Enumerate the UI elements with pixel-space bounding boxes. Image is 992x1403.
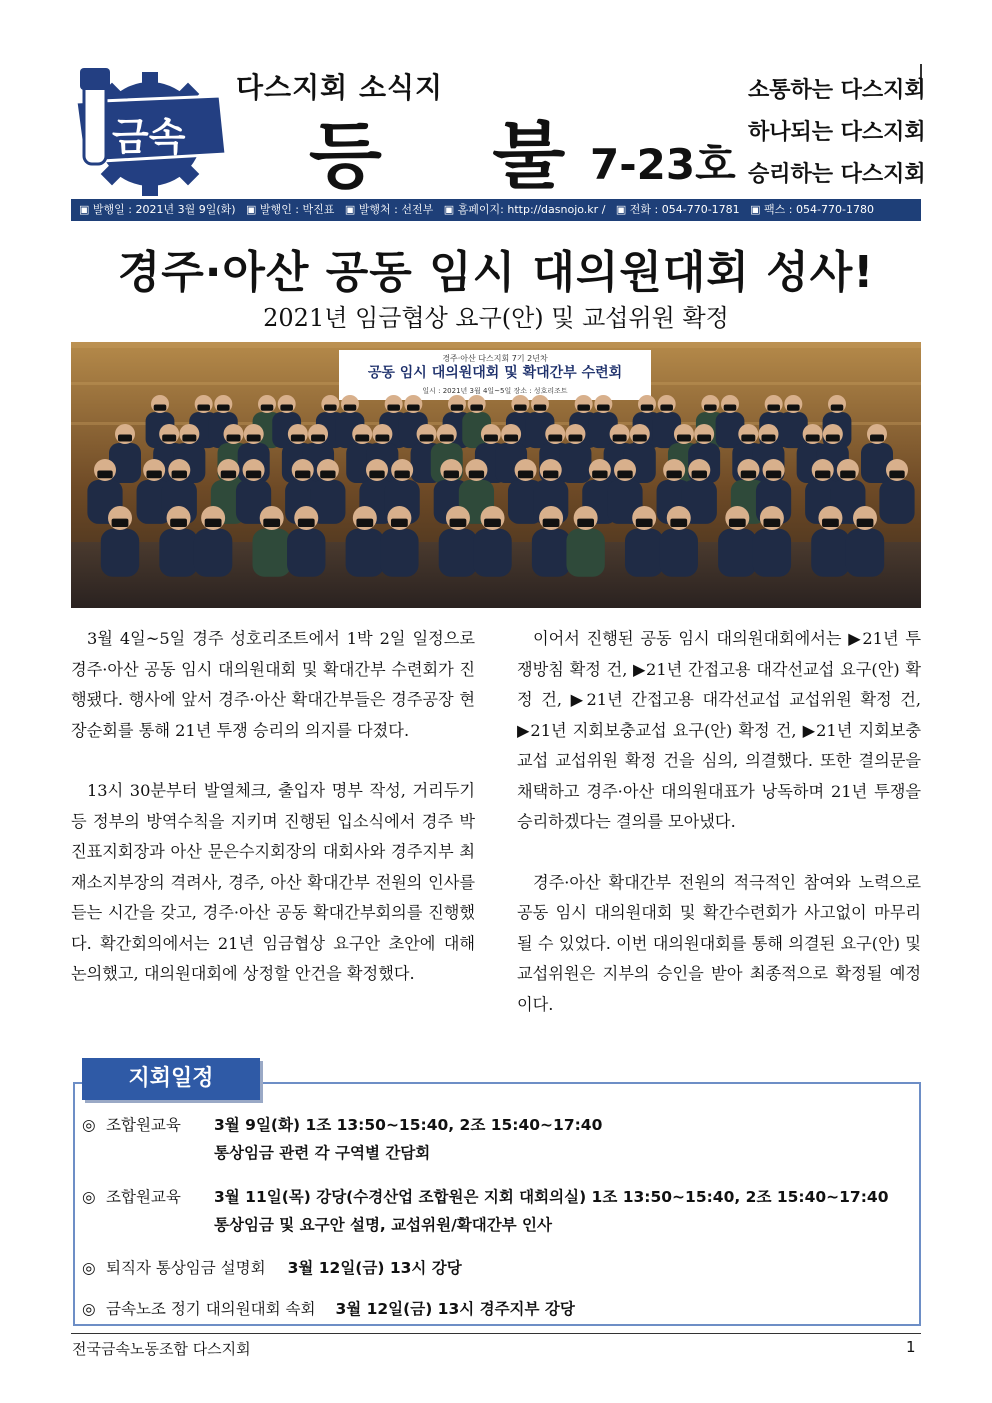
info-issuer: ▣ 발행처 : 선전부: [344, 203, 434, 216]
person-body: [779, 412, 808, 448]
schedule-label: 조합원교육: [106, 1116, 181, 1134]
person-mask: [320, 471, 335, 479]
person-mask: [469, 471, 484, 479]
person-mask: [355, 435, 369, 442]
person-mask: [170, 519, 187, 527]
person-body: [439, 529, 477, 577]
person-body: [532, 529, 570, 577]
person-mask: [636, 519, 653, 527]
person-mask: [118, 435, 132, 442]
schedule-item: [82, 1185, 888, 1207]
photo-banner-line1: 경주·아산 다스지회 7기 2년차: [442, 354, 548, 363]
person-mask: [311, 435, 325, 442]
bullet-icon: ◎: [82, 1116, 96, 1134]
bullet-icon: ◎: [82, 1300, 96, 1318]
person-mask: [633, 435, 647, 442]
footer-divider: [71, 1333, 921, 1334]
schedule-title: 지회일정: [82, 1058, 260, 1100]
person-mask: [729, 519, 746, 527]
bullet-icon: ◎: [82, 1188, 96, 1206]
person-mask: [577, 519, 594, 527]
person-mask: [444, 471, 459, 479]
newsletter-org-title: 다스지회 소식지: [236, 71, 444, 104]
page-number: 1: [906, 1338, 916, 1356]
person-mask: [617, 471, 632, 479]
person-mask: [227, 435, 241, 442]
person-mask: [217, 404, 230, 410]
person-body: [753, 529, 791, 577]
person-mask: [697, 435, 711, 442]
schedule-label: 퇴직자 통상임금 설명회: [106, 1259, 266, 1277]
schedule-sub: [214, 1213, 552, 1235]
person-mask: [543, 471, 558, 479]
person-mask: [162, 435, 176, 442]
person-mask: [822, 519, 839, 527]
person-body: [566, 529, 604, 577]
article-right-column: [517, 624, 921, 1050]
person-mask: [112, 519, 129, 527]
person-mask: [484, 519, 501, 527]
person-mask: [263, 519, 280, 527]
newsletter-name: 등 불: [308, 113, 608, 198]
person-mask: [641, 404, 654, 410]
person-mask: [840, 471, 855, 479]
person-mask: [470, 404, 483, 410]
issue-number: 7-23호: [590, 140, 736, 189]
person-mask: [870, 435, 884, 442]
person-body: [346, 529, 384, 577]
person-mask: [291, 435, 305, 442]
info-homepage: ▣ 홈페이지: http://dasnojo.kr /: [443, 203, 606, 216]
person-mask: [692, 471, 707, 479]
person-mask: [356, 519, 373, 527]
person-mask: [577, 404, 590, 410]
person-body: [811, 529, 849, 577]
person-mask: [387, 404, 400, 410]
person-mask: [613, 435, 627, 442]
person-mask: [344, 404, 357, 410]
group-photo: [71, 342, 921, 608]
person-mask: [205, 519, 222, 527]
person-mask: [831, 404, 844, 410]
slogan-2: 하나되는 다스지회: [748, 120, 926, 145]
person-mask: [592, 471, 607, 479]
person-mask: [420, 435, 434, 442]
bullet-icon: ◎: [82, 1259, 96, 1277]
person-mask: [504, 435, 518, 442]
info-publisher: ▣ 발행인 : 박진표: [246, 203, 335, 216]
person-mask: [172, 471, 187, 479]
person-mask: [660, 404, 673, 410]
slogans: [748, 70, 926, 196]
schedule-detail: 3월 11일(목) 강당(수경산업 조합원은 지회 대회의실) 1조 13:50~15:40, 2조 15:40~17:40: [214, 1188, 889, 1206]
schedule-item: [82, 1113, 602, 1135]
photo-banner-line2: 공동 임시 대의원대회 및 확대간부 수련회: [367, 365, 623, 381]
person-mask: [280, 404, 293, 410]
person-body: [879, 480, 914, 524]
person-mask: [787, 404, 800, 410]
person-mask: [407, 404, 420, 410]
schedule-sub: [214, 1141, 430, 1163]
person-body: [625, 529, 663, 577]
publication-info-bar: [71, 199, 921, 221]
person-mask: [548, 435, 562, 442]
logo-text: 금속: [112, 115, 186, 159]
slogan-3: 승리하는 다스지회: [748, 162, 926, 187]
person-mask: [670, 519, 687, 527]
person-body: [846, 529, 884, 577]
person-mask: [440, 435, 454, 442]
article-left-column: [71, 624, 475, 1020]
schedule-label: 조합원교육: [106, 1188, 181, 1206]
person-mask: [741, 471, 756, 479]
union-logo: [70, 62, 230, 202]
person-body: [380, 529, 418, 577]
person-body: [287, 529, 325, 577]
person-mask: [518, 471, 533, 479]
person-mask: [97, 471, 112, 479]
slogan-1: 소통하는 다스지회: [748, 78, 926, 103]
person-mask: [451, 404, 464, 410]
schedule-label: 금속노조 정기 대의원대회 속회: [106, 1300, 316, 1318]
person-mask: [857, 519, 874, 527]
person-body: [559, 443, 591, 483]
person-body: [159, 529, 197, 577]
person-mask: [741, 435, 755, 442]
person-mask: [246, 471, 261, 479]
schedule-item: [82, 1256, 462, 1278]
person-mask: [543, 519, 560, 527]
schedule-detail: 3월 12일(금) 13시 경주지부 강당: [335, 1300, 575, 1318]
person-body: [660, 529, 698, 577]
person-mask: [826, 435, 840, 442]
person-body: [718, 529, 756, 577]
schedule-subdetail: 통상임금 및 요구안 설명, 교섭위원/확대간부 인사: [214, 1216, 552, 1234]
person-mask: [597, 404, 610, 410]
schedule-subdetail: 통상임금 관련 각 구역별 간담회: [214, 1144, 431, 1162]
person-mask: [514, 404, 527, 410]
article-paragraph: 3월 4일~5일 경주 성호리조트에서 1박 2일 일정으로 경주·아산 공동 임시 대의원대회 및 확대간부 수련회가 진행됐다. 행사에 앞서 경주·아산 확대간부들은 경주공장 현장순회를 통해 21년 투쟁 승리의 의지를 다졌다.: [71, 629, 475, 740]
schedule-detail: 3월 9일(화) 1조 13:50~15:40, 2조 15:40~17:40: [214, 1116, 603, 1134]
info-fax: ▣ 팩스 : 054-770-1780: [750, 203, 874, 216]
person-mask: [146, 471, 161, 479]
person-mask: [391, 519, 408, 527]
schedule-detail: 3월 12일(금) 13시 강당: [287, 1259, 462, 1277]
person-mask: [766, 471, 781, 479]
person-body: [861, 443, 893, 483]
person-mask: [247, 435, 261, 442]
person-mask: [763, 519, 780, 527]
person-mask: [182, 435, 196, 442]
person-mask: [197, 404, 210, 410]
person-mask: [369, 471, 384, 479]
person-body: [194, 529, 232, 577]
person-mask: [761, 435, 775, 442]
person-mask: [261, 404, 274, 410]
footer-organization: 전국금속노동조합 다스지회: [72, 1340, 251, 1358]
article-paragraph: 경주·아산 확대간부 전원의 적극적인 참여와 노력으로 공동 임시 대의원대회 및 확간수련회가 사고없이 마무리될 수 있었다. 이번 대의원대회를 통해 의결된 요구(안) 및 교섭위원은 지부의 승인을 받아 최종적으로 확정될 예정이다.: [517, 872, 921, 1014]
person-mask: [568, 435, 582, 442]
person-mask: [484, 435, 498, 442]
person-mask: [815, 471, 830, 479]
person-body: [473, 529, 511, 577]
person-mask: [394, 471, 409, 479]
person-mask: [767, 404, 780, 410]
photo-banner-line3: 일시 : 2021년 3월 4일~5일 장소 : 성호리조트: [422, 387, 568, 395]
person-mask: [375, 435, 389, 442]
person-mask: [450, 519, 467, 527]
person-mask: [704, 404, 717, 410]
person-mask: [677, 435, 691, 442]
person-mask: [889, 471, 904, 479]
subheadline: 2021년 임금협상 요구(안) 및 교섭위원 확정: [263, 304, 729, 332]
article-paragraph: 13시 30분부터 발열체크, 출입자 명부 작성, 거리두기 등 정부의 방역수칙을 지키며 진행된 입소식에서 경주 박진표지회장과 아산 문은수지회장의 대회사와 경주지부 최재소지부장의 격려사, 경주, 아산 확대간부 전원의 인사를 듣는 시간을 갖고, 경주·아산 공동 확대간부회의를 진행했다. 확간회의에서는 21년 임금협상 요구안 초안에 대해 논의했고, 대의원대회에 상정할 안건을 확정했다.: [71, 781, 475, 983]
person-mask: [295, 471, 310, 479]
person-mask: [666, 471, 681, 479]
person-mask: [221, 471, 236, 479]
headline: 경주·아산 공동 임시 대의원대회 성사!: [117, 247, 875, 298]
person-mask: [806, 435, 820, 442]
info-publish-date: ▣ 발행일 : 2021년 3월 9일(화): [79, 203, 236, 216]
person-body: [252, 529, 290, 577]
person-mask: [534, 404, 547, 410]
person-mask: [154, 404, 167, 410]
person-mask: [298, 519, 315, 527]
person-body: [109, 443, 141, 483]
info-phone: ▣ 전화 : 054-770-1781: [615, 203, 740, 216]
person-mask: [324, 404, 337, 410]
person-body: [101, 529, 139, 577]
schedule-item: [82, 1297, 575, 1319]
person-mask: [724, 404, 737, 410]
article-paragraph: 이어서 진행된 공동 임시 대의원대회에서는 ▶21년 투쟁방침 확정 건, ▶21년 간접고용 대각선교섭 요구(안) 확정 건, ▶21년 간접고용 대각선교섭 교섭위원 확정 건, ▶21년 지회보충교섭 요구(안) 확정 건, ▶21년 지회보충교섭 교섭위원 확정 건을 심의, 의결했다. 또한 결의문을 채택하고 경주·아산 대의원대표가 낭독하며 21년 투쟁을 승리하겠다는 결의를 모아냈다.: [517, 629, 921, 831]
